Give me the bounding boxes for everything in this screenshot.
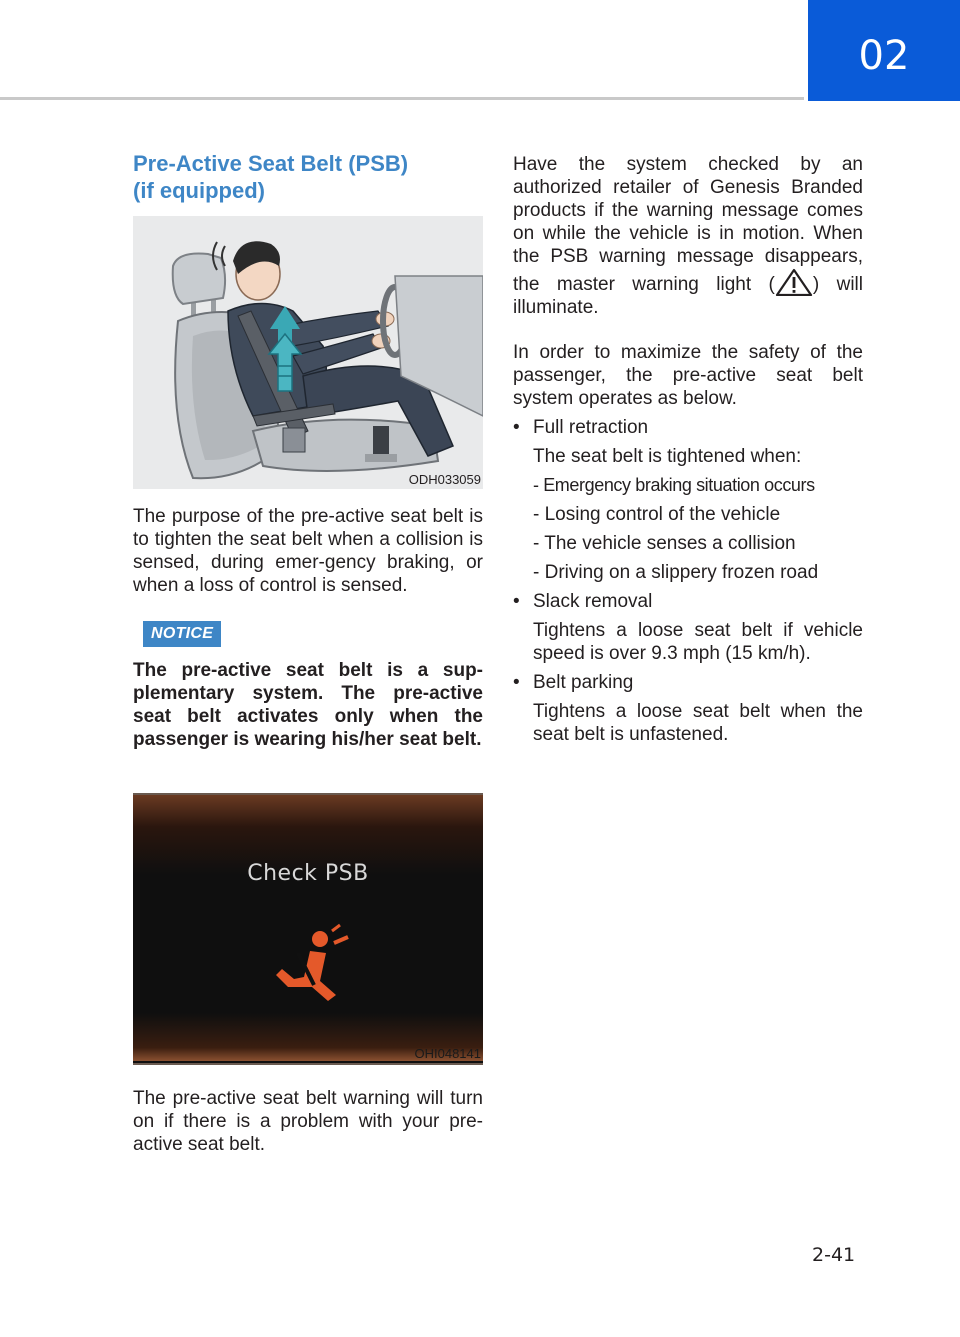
service-paragraph: [513, 153, 863, 319]
list-item-heading: Full retraction: [533, 417, 649, 438]
sub-item: - Emergency braking situation occurs: [533, 475, 815, 495]
operation-intro: In order to maximize the safety of the passenger, the pre-active seat belt system operates as below.: [513, 342, 863, 409]
seat-belt-illustration: [133, 216, 483, 489]
notice-badge: NOTICE: [143, 621, 221, 647]
figure-code: OHI048141: [414, 1046, 481, 1061]
bullet: •: [513, 417, 520, 438]
section-title-line1: Pre-Active Seat Belt (PSB): [133, 151, 409, 176]
sub-item: - Driving on a slippery frozen road: [533, 562, 819, 583]
page-number: 2-41: [812, 1244, 856, 1266]
operation-list: [513, 416, 863, 746]
intro-paragraph: The purpose of the pre-active seat belt is to tighten the seat belt when a collision is sensed, during emer-gency braking, or when a loss of control is sensed.: [133, 506, 483, 596]
list-item-heading: Belt parking: [533, 672, 634, 693]
notice-text: The pre-active seat belt is a sup-plementary system. The pre-active seat belt activates only when the passenger is wearing his/her seat belt.: [133, 660, 483, 750]
list-item: [513, 416, 863, 439]
service-paragraph-text: Have the system checked by an authorized retailer of Genesis Branded products if the warning message comes on while the vehicle is in motion. When the PSB warning message disappears, the master warning light (: [513, 154, 863, 295]
list-item-desc: Tightens a loose seat belt when the seat belt is unfastened.: [533, 701, 863, 745]
figure-code: ODH033059: [408, 472, 481, 487]
chapter-number: 02: [858, 32, 910, 79]
list-item-desc: The seat belt is tightened when:: [533, 446, 802, 467]
master-warning-icon: [775, 268, 813, 296]
check-psb-message: Check PSB: [247, 861, 369, 886]
right-column: [513, 153, 863, 746]
sub-item: - Losing control of the vehicle: [533, 504, 781, 525]
service-paragraph-end: ) will illuminate.: [513, 274, 863, 318]
header-rule: [0, 97, 804, 100]
display-bottom-edge: [133, 1063, 483, 1065]
bullet: •: [513, 591, 520, 612]
driver-seat-illustration: [133, 216, 483, 489]
sub-item: - The vehicle senses a collision: [533, 533, 796, 554]
list-item: [513, 590, 863, 613]
chapter-tab: [808, 0, 960, 101]
bullet: •: [513, 672, 520, 693]
list-item-heading: Slack removal: [533, 591, 653, 612]
left-column: [133, 150, 483, 1156]
warning-paragraph: The pre-active seat belt warning will turn on if there is a problem with your pre-active seat belt.: [133, 1088, 483, 1155]
section-title: [133, 150, 483, 204]
list-item-desc: Tightens a loose seat belt if vehicle speed is over 9.3 mph (15 km/h).: [533, 620, 863, 664]
section-title-line2: (if equipped): [133, 178, 265, 203]
list-item: [513, 671, 863, 694]
seat-belt-warning-icon: [268, 923, 358, 1013]
cluster-display-figure: [133, 793, 483, 1065]
